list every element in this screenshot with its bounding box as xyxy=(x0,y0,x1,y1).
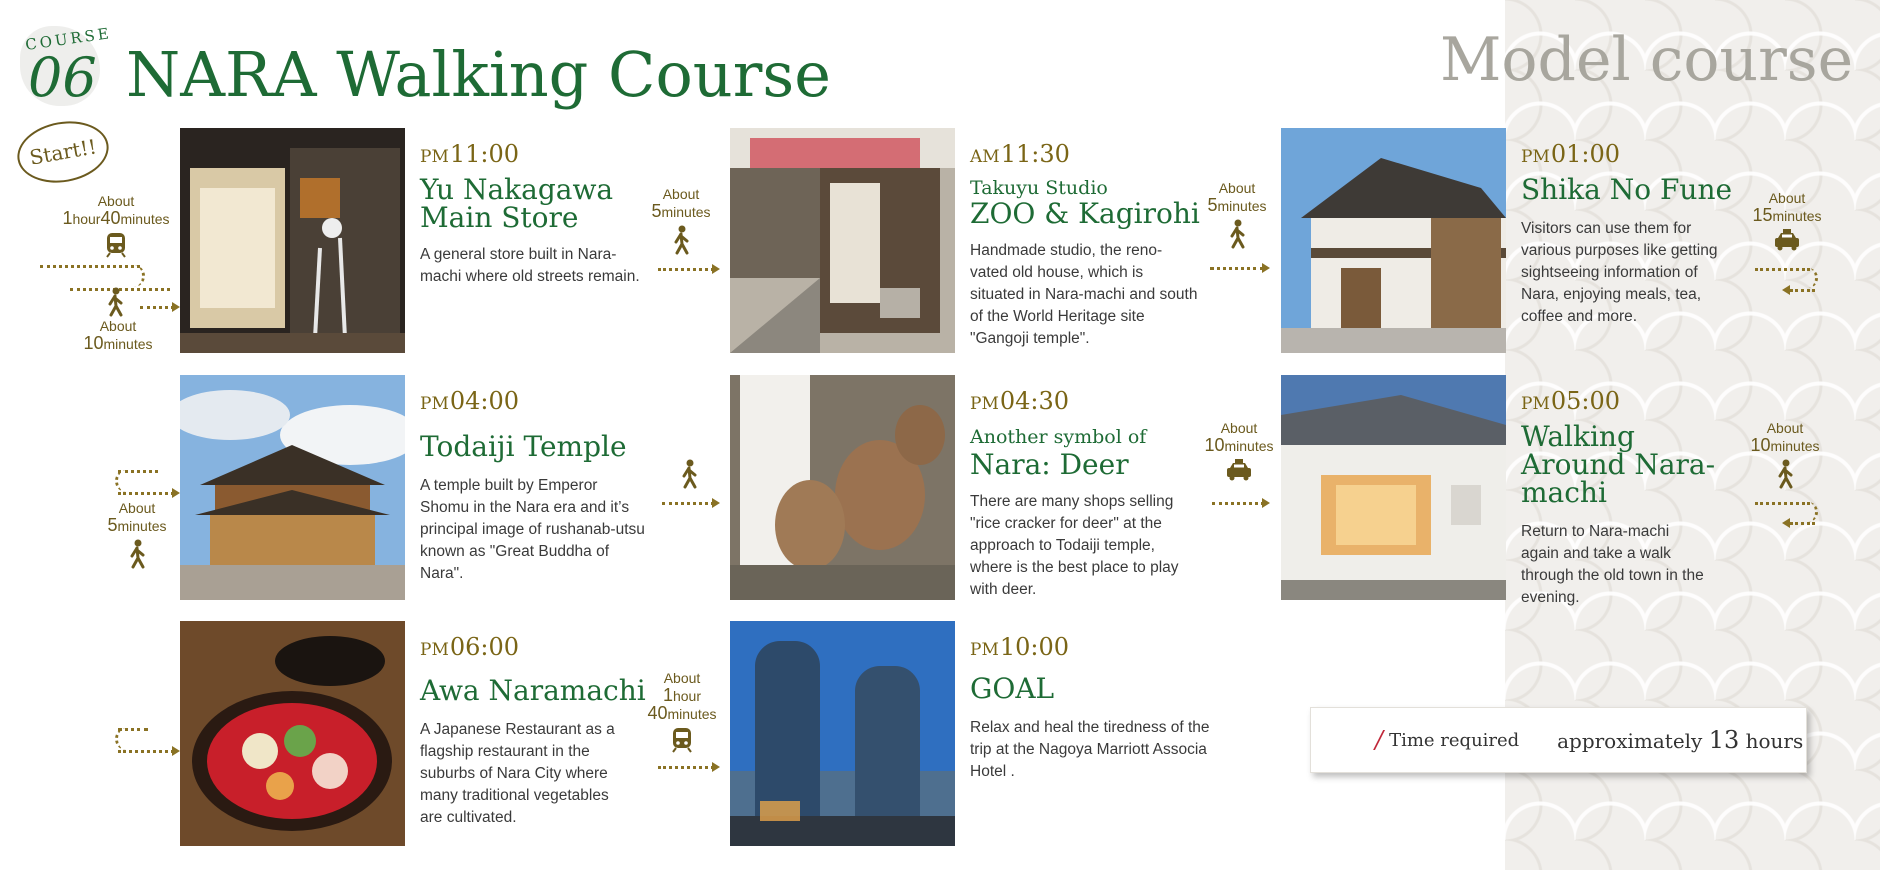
connector-about: About xyxy=(1766,420,1804,436)
connector-about: About xyxy=(1768,190,1806,206)
route-dots xyxy=(658,766,714,769)
connector-about: About xyxy=(662,186,700,202)
stop-name: Todaiji Temple xyxy=(420,430,627,463)
route-dots xyxy=(118,728,148,731)
connector-duration: 5minutes xyxy=(1207,195,1267,215)
walk-icon xyxy=(103,287,127,317)
stop-name: Walking Around Nara-machi xyxy=(1521,420,1716,509)
route-arrow xyxy=(712,762,720,772)
stop-time: PM10:00 xyxy=(970,633,1070,661)
walk-icon xyxy=(677,459,701,489)
photo-yu-nakagawa xyxy=(180,128,405,353)
route-curve xyxy=(70,265,145,287)
time-required-box xyxy=(1310,707,1807,773)
stop-description: A Japanese Restaurant as a flagship restaurant in the suburbs of Nara City where many traditional vegetables are cultivated. xyxy=(420,721,615,826)
route-arrow xyxy=(712,264,720,274)
photo-zoo-kagirohi xyxy=(730,128,955,353)
stop-time: PM05:00 xyxy=(1521,387,1621,415)
connector-about: About xyxy=(1218,180,1256,196)
walk-icon xyxy=(1773,459,1797,489)
connector-duration-minutes: 40minutes xyxy=(647,703,717,723)
connector-about: About xyxy=(97,193,135,209)
connector-start-walk xyxy=(76,318,160,353)
photo-marriott-hotel xyxy=(730,621,955,846)
connector-duration: 10minutes xyxy=(1204,435,1274,455)
route-dots xyxy=(118,470,158,473)
stop-goal xyxy=(970,633,1225,783)
connector-about: About xyxy=(118,500,156,516)
connector-duration: 5minutes xyxy=(651,201,711,221)
connector-deer-to-nara-machi xyxy=(1197,420,1281,481)
connector-zoo-to-shika xyxy=(1195,180,1279,249)
route-dots xyxy=(118,492,174,495)
train-icon xyxy=(105,232,127,258)
course-label: COURSE xyxy=(24,24,113,54)
connector-start-train xyxy=(56,193,176,258)
taxi-icon xyxy=(1226,459,1252,481)
route-curve xyxy=(1795,502,1818,522)
stop-description: Visitors can use them for various purposes like getting sightseeing information of Nara, enjoying meals, tea, coffee and more. xyxy=(1521,220,1718,325)
connector-duration: 10minutes xyxy=(1750,435,1820,455)
connector-todaiji-to-deer xyxy=(647,455,731,489)
route-arrow xyxy=(172,746,180,756)
stop-time: PM04:30 xyxy=(970,387,1070,415)
connector-row2-in xyxy=(95,500,179,569)
start-badge-text: Start!! xyxy=(27,134,99,170)
route-arrow xyxy=(712,498,720,508)
stop-description: Handmade studio, the reno-vated old house, which is situated in Nara-machi and south of the World Heritage site "Gangoji temple". xyxy=(970,242,1198,347)
stop-time: PM11:00 xyxy=(420,140,520,168)
stop-time: PM04:00 xyxy=(420,387,520,415)
connector-duration: 15minutes xyxy=(1752,205,1822,225)
stop-time: PM01:00 xyxy=(1521,140,1621,168)
stop-awa-naramachi xyxy=(420,633,650,829)
page-title: NARA Walking Course xyxy=(126,38,831,111)
time-required-value: approximately 13 hours xyxy=(1557,726,1804,754)
taxi-icon xyxy=(1774,229,1800,251)
connector-awa-to-goal xyxy=(640,670,724,753)
route-arrow xyxy=(1782,518,1790,528)
stop-name: Shika No Fune xyxy=(1521,173,1733,206)
route-curve xyxy=(1795,268,1818,288)
stop-name-prefix: Takuyu Studio xyxy=(970,177,1108,199)
course-number: 06 xyxy=(28,46,97,109)
stop-description: Relax and heal the tiredness of the trip at the Nagoya Marriott Associa Hotel . xyxy=(970,719,1210,780)
stop-yu-nakagawa xyxy=(420,140,650,288)
time-required-label: Time required xyxy=(1389,729,1520,751)
route-dots xyxy=(1210,267,1264,270)
route-dots xyxy=(118,750,174,753)
stop-name: GOAL xyxy=(970,672,1055,705)
summary-slash: / xyxy=(1375,726,1384,754)
connector-yu-to-zoo xyxy=(639,186,723,255)
stop-description: A temple built by Emperor Shomu in the Nara era and it’s principal image of rushanab-utsu known as "Great Buddha of Nara". xyxy=(420,477,645,582)
model-course-heading: Model course xyxy=(1440,25,1854,95)
photo-nara-machi xyxy=(1281,375,1506,600)
connector-duration: 5minutes xyxy=(107,515,167,535)
stop-deer xyxy=(970,387,1200,601)
photo-deer xyxy=(730,375,955,600)
connector-duration: 1hour40minutes xyxy=(62,208,170,228)
route-dots xyxy=(1790,289,1815,292)
walk-icon xyxy=(125,539,149,569)
connector-duration: 10minutes xyxy=(83,333,153,353)
route-arrow xyxy=(1782,285,1790,295)
photo-todaiji xyxy=(180,375,405,600)
stop-todaiji xyxy=(420,387,650,585)
connector-about: About xyxy=(99,318,137,334)
route-dots xyxy=(1790,522,1815,525)
connector-nara-machi-to-awa xyxy=(1743,420,1827,489)
route-curve xyxy=(115,728,138,750)
route-arrow xyxy=(172,488,180,498)
connector-duration-hours: 1hour xyxy=(662,685,702,705)
stop-name: Yu Nakagawa Main Store xyxy=(420,173,614,234)
photo-shika-no-fune xyxy=(1281,128,1506,353)
stop-name: Nara: Deer xyxy=(970,448,1129,481)
route-dots xyxy=(1212,502,1264,505)
start-badge xyxy=(12,114,113,189)
photo-awa-naramachi xyxy=(180,621,405,846)
stop-time: AM11:30 xyxy=(970,140,1070,168)
route-arrow xyxy=(1262,498,1270,508)
stop-zoo-kagirohi xyxy=(970,140,1200,350)
route-dots xyxy=(662,502,714,505)
stop-name: Awa Naramachi xyxy=(420,674,646,707)
stop-walking-nara-machi xyxy=(1521,387,1736,609)
route-dots xyxy=(658,268,714,271)
stop-description: Return to Nara-machi again and take a walk through the old town in the evening. xyxy=(1521,523,1704,606)
stop-name-prefix: Another symbol of xyxy=(970,426,1147,448)
stop-time: PM06:00 xyxy=(420,633,520,661)
route-arrow xyxy=(1262,263,1270,273)
connector-shika-to-todaiji xyxy=(1745,190,1829,251)
walk-icon xyxy=(669,225,693,255)
train-icon xyxy=(671,727,693,753)
connector-about: About xyxy=(663,670,701,686)
route-curve xyxy=(115,470,138,492)
walk-icon xyxy=(1225,219,1249,249)
stop-shika-no-fune xyxy=(1521,140,1736,328)
stop-description: There are many shops selling "rice cracker for deer" at the approach to Todaiji temple, where is the best place to play with deer. xyxy=(970,493,1179,598)
stop-name: ZOO & Kagirohi xyxy=(970,197,1200,230)
route-dots xyxy=(140,306,174,309)
connector-about: About xyxy=(1220,420,1258,436)
stop-description: A general store built in Nara-machi where old streets remain. xyxy=(420,246,640,285)
